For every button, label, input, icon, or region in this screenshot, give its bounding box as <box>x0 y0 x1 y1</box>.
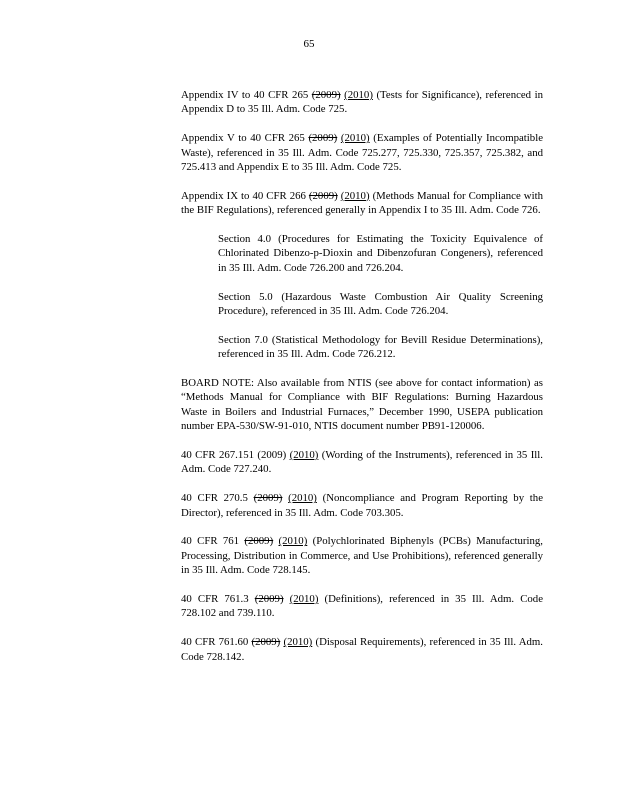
deleted-text: (2009) <box>311 89 341 101</box>
text-run: (Examples of Potentially Incompatible Waste), referenced in 35 Ill. Adm. Code 725.277, 725.330, 725.357, 725.382, and 725.413 and Appendix E to 35 Ill. Adm. Code 725. <box>181 132 543 174</box>
text-run: (Noncompliance and Program Reporting by the Director), referenced in 35 Ill. Adm. Code 703.305. <box>181 492 543 519</box>
document-body <box>181 88 543 678</box>
text-run: 40 CFR 761.3 <box>181 593 255 606</box>
inserted-text: (2010) <box>289 449 319 462</box>
sub-paragraph <box>218 232 543 275</box>
paragraph <box>181 88 543 117</box>
deleted-text: (2009) <box>251 636 281 649</box>
inserted-text: (2010) <box>278 535 308 548</box>
page-number: 65 <box>303 38 315 50</box>
deleted-text: (2009) <box>308 132 338 145</box>
deleted-text: (2009) <box>308 189 338 202</box>
text-run: 40 CFR 267.151 (2009) <box>181 449 290 462</box>
text-run: 40 CFR 761 <box>181 535 245 548</box>
text-run: (Disposal Requirements), referenced in 35 Ill. Adm. Code 728.142. <box>181 636 544 663</box>
paragraph <box>181 376 543 434</box>
paragraph <box>181 189 543 218</box>
text-run: (Tests for Significance), referenced in Appendix D to 35 Ill. Adm. Code 725. <box>181 89 544 116</box>
deleted-text: (2009) <box>254 593 284 606</box>
text-run: (Wording of the Instruments), referenced in 35 Ill. Adm. Code 727.240. <box>181 449 543 476</box>
inserted-text: (2010) <box>340 132 370 145</box>
text-run: Section 5.0 (Hazardous Waste Combustion Air Quality Screening Procedure), referenced in 35 Ill. Adm. Code 726.204. <box>218 290 543 318</box>
text-run: Appendix V to 40 CFR 265 <box>181 132 309 145</box>
inserted-text: (2010) <box>289 593 319 606</box>
paragraph <box>181 491 543 520</box>
deleted-text: (2009) <box>244 535 274 548</box>
paragraph <box>181 131 543 174</box>
text-run: Section 4.0 (Procedures for Estimating the Toxicity Equivalence of Chlorinated Dibenzo-p-Dioxin and Dibenzofuran Congeners), referenced in 35 Ill. Adm. Code 726.200 and 726.204. <box>218 233 543 274</box>
paragraph <box>181 592 543 621</box>
text-run: 40 CFR 761.60 <box>181 636 252 649</box>
text-run: (Methods Manual for Compliance with the BIF Regulations), referenced generally in Appendix I to 35 Ill. Adm. Code 726. <box>181 189 543 217</box>
inserted-text: (2010) <box>283 636 313 649</box>
text-run: Appendix IX to 40 CFR 266 <box>181 189 309 202</box>
text-run: Section 7.0 (Statistical Methodology for Bevill Residue Determinations), referenced in 35 Ill. Adm. Code 726.212. <box>218 333 543 361</box>
inserted-text: (2010) <box>344 89 373 101</box>
paragraph <box>181 534 543 577</box>
text-run: (Definitions), referenced in 35 Ill. Adm. Code 728.102 and 739.110. <box>181 593 543 620</box>
inserted-text: (2010) <box>288 492 317 505</box>
sub-paragraph <box>218 290 543 319</box>
text-run: (Polychlorinated Biphenyls (PCBs) Manufacturing, Processing, Distribution in Commerce, and Use Prohibitions), referenced generally in 35 Ill. Adm. Code 728.145. <box>181 535 543 577</box>
inserted-text: (2010) <box>340 189 370 202</box>
sub-paragraph <box>218 333 543 362</box>
deleted-text: (2009) <box>253 492 283 505</box>
text-run: Appendix IV to 40 CFR 265 <box>181 89 312 101</box>
text-run: 40 CFR 270.5 <box>181 492 254 505</box>
text-run: BOARD NOTE: Also available from NTIS (see above for contact information) as “Methods Manual for Compliance with BIF Regulations: Burning Hazardous Waste in Boilers and Industrial Furnaces,” December 1990, USEPA publication number EPA-530/SW-91-010, NTIS document number PB91-120006. <box>181 377 543 433</box>
paragraph <box>181 635 543 664</box>
paragraph <box>181 448 543 477</box>
